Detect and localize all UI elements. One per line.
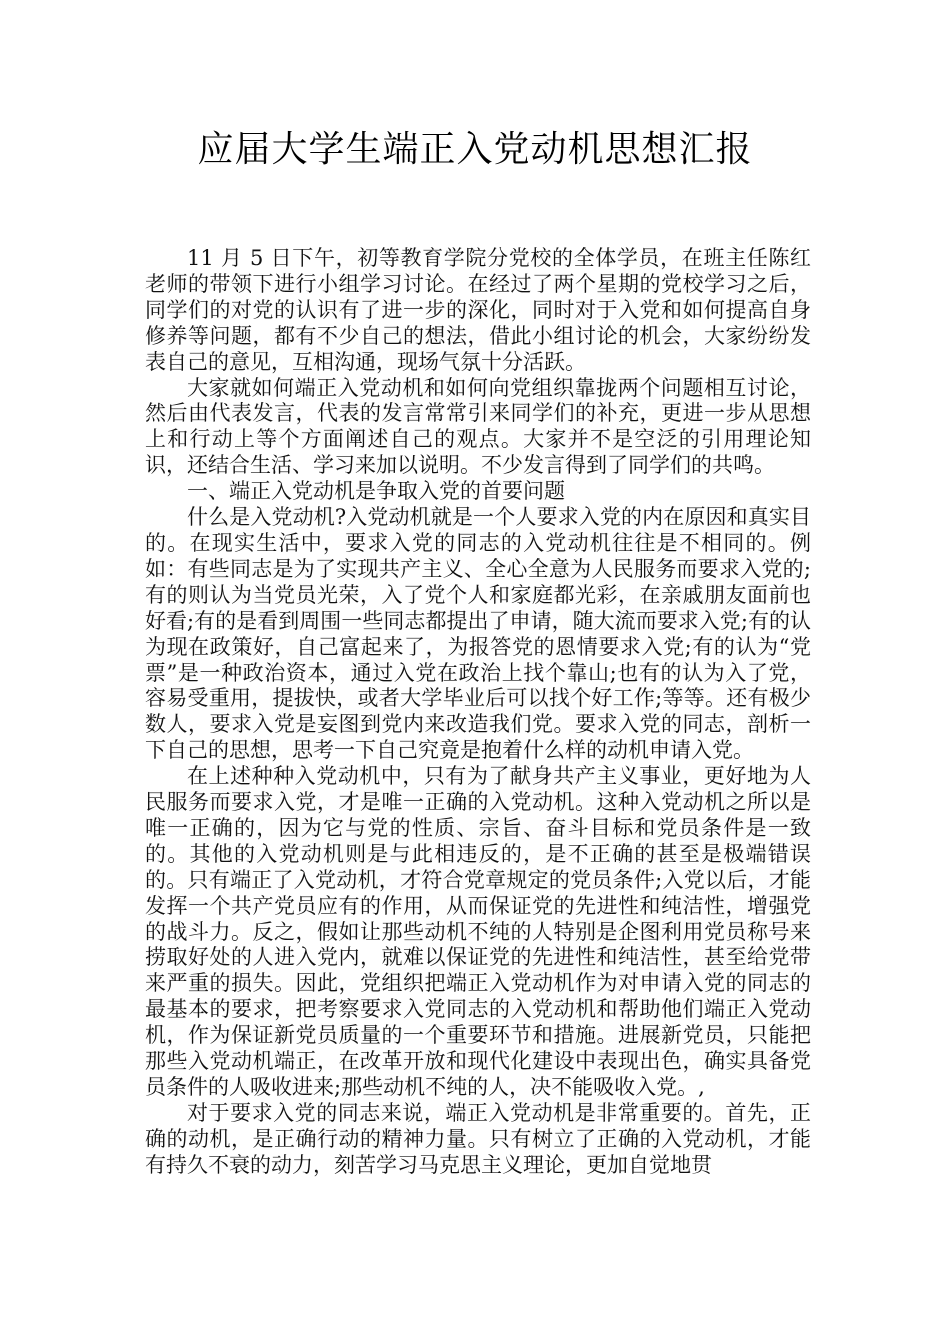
paragraph: 大家就如何端正入党动机和如何向党组织靠拢两个问题相互讨论，然后由代表发言，代表的发言常常引来同学们的补充，更进一步从思想上和行动上等个方面阐述自己的观点。大家并不是空泛的引用理论知识，还结合生活、学习来加以说明。不少发言得到了同学们的共鸣。 xyxy=(145,375,811,478)
paragraph: 在上述种种入党动机中，只有为了献身共产主义事业，更好地为人民服务而要求入党，才是唯一正确的入党动机。这种入党动机之所以是唯一正确的，因为它与党的性质、宗旨、奋斗目标和党员条件是一致的。其他的入党动机则是与此相违反的，是不正确的甚至是极端错误的。只有端正了入党动机，才符合党章规定的党员条件;入党以后，才能发挥一个共产党员应有的作用，从而保证党的先进性和纯洁性，增强党的战斗力。反之，假如让那些动机不纯的人特别是企图利用党员称号来捞取好处的人进入党内，就难以保证党的先进性和纯洁性，甚至给党带来严重的损失。因此，党组织把端正入党动机作为对申请入党的同志的最基本的要求，把考察要求入党同志的入党动机和帮助他们端正入党动机，作为保证新党员质量的一个重要环节和措施。进展新党员，只能把那些入党动机端正，在改革开放和现代化建设中表现出色，确实具备党员条件的人吸收进来;那些动机不纯的人，决不能吸收入党。, xyxy=(145,764,811,1099)
document-body xyxy=(145,246,811,1179)
paragraph: 什么是入党动机?入党动机就是一个人要求入党的内在原因和真实目的。在现实生活中，要求入党的同志的入党动机往往是不相同的。例如：有些同志是为了实现共产主义、全心全意为人民服务而要求入党的;有的则认为当党员光荣，入了党个人和家庭都光彩，在亲戚朋友面前也好看;有的是看到周围一些同志都提出了申请，随大流而要求入党;有的认为现在政策好，自己富起来了，为报答党的恩情要求入党;有的认为“党票”是一种政治资本，通过入党在政治上找个靠山;也有的认为入了党，容易受重用，提拔快，或者大学毕业后可以找个好工作;等等。还有极少数人，要求入党是妄图到党内来改造我们党。要求入党的同志，剖析一下自己的思想，思考一下自己究竟是抱着什么样的动机申请入党。 xyxy=(145,505,811,763)
paragraph: 对于要求入党的同志来说，端正入党动机是非常重要的。首先，正确的动机，是正确行动的精神力量。只有树立了正确的入党动机，才能有持久不衰的动力，刻苦学习马克思主义理论，更加自觉地贯 xyxy=(145,1100,811,1177)
section-heading: 一、端正入党动机是争取入党的首要问题 xyxy=(187,479,565,504)
paragraph: 11 月 5 日下午，初等教育学院分党校的全体学员，在班主任陈红老师的带领下进行小组学习讨论。在经过了两个星期的党校学习之后，同学们的对党的认识有了进一步的深化，同时对于入党和如何提高自身修养等问题，都有不少自己的想法，借此小组讨论的机会，大家纷纷发表自己的意见，互相沟通，现场气氛十分活跃。 xyxy=(145,246,811,374)
document-title: 应届大学生端正入党动机思想汇报 xyxy=(197,129,753,170)
